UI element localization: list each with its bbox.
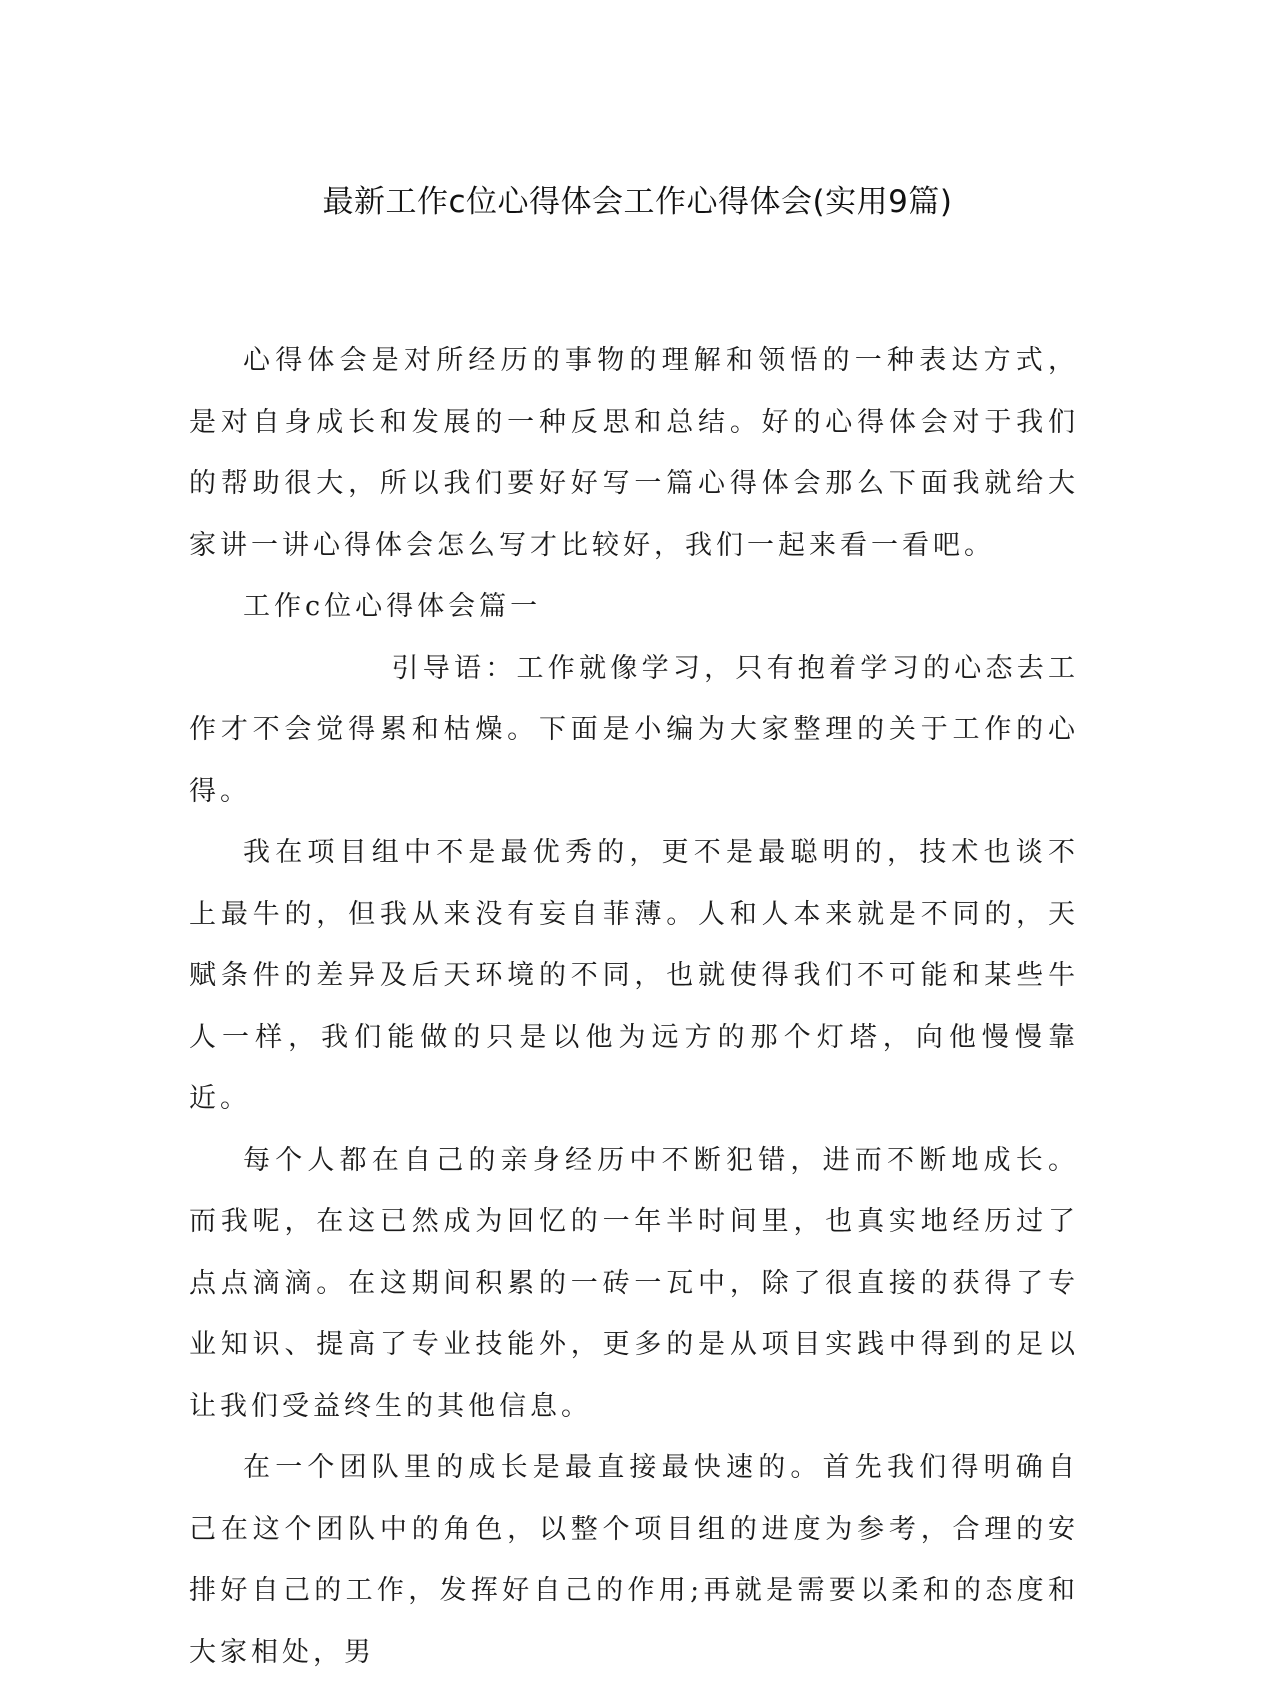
paragraph: 我在项目组中不是最优秀的，更不是最聪明的，技术也谈不上最牛的，但我从来没有妄自菲薄。人和人本来就是不同的，天赋条件的差异及后天环境的不同，也就使得我们不可能和某些牛人一样，我们能做的只是以他为远方的那个灯塔，向他慢慢靠近。 <box>189 837 1079 1114</box>
paragraph: 每个人都在自己的亲身经历中不断犯错，进而不断地成长。而我呢，在这已然成为回忆的一年半时间里，也真实地经历过了点点滴滴。在这期间积累的一砖一瓦中，除了很直接的获得了专业知识、提高了专业技能外，更多的是从项目实践中得到的足以让我们受益终生的其他信息。 <box>189 1144 1079 1422</box>
paragraph-intro: 心得体会是对所经历的事物的理解和领悟的一种表达方式，是对自身成长和发展的一种反思和总结。好的心得体会对于我们的帮助很大，所以我们要好好写一篇心得体会那么下面我就给大家讲一讲心得体会怎么写才比较好，我们一起来看一看吧。 <box>189 345 1079 561</box>
section-heading: 工作c位心得体会篇一 <box>243 591 542 622</box>
paragraph-lead: 引导语：工作就像学习，只有抱着学习的心态去工作才不会觉得累和枯燥。下面是小编为大家整理的关于工作的心得。 <box>189 652 1079 807</box>
document-body <box>189 330 1079 1683</box>
paragraph: 在一个团队里的成长是最直接最快速的。首先我们得明确自己在这个团队中的角色，以整个项目组的进度为参考，合理的安排好自己的工作，发挥好自己的作用;再就是需要以柔和的态度和大家相处，男 <box>189 1452 1079 1668</box>
document-title: 最新工作c位心得体会工作心得体会(实用9篇) <box>322 184 953 220</box>
